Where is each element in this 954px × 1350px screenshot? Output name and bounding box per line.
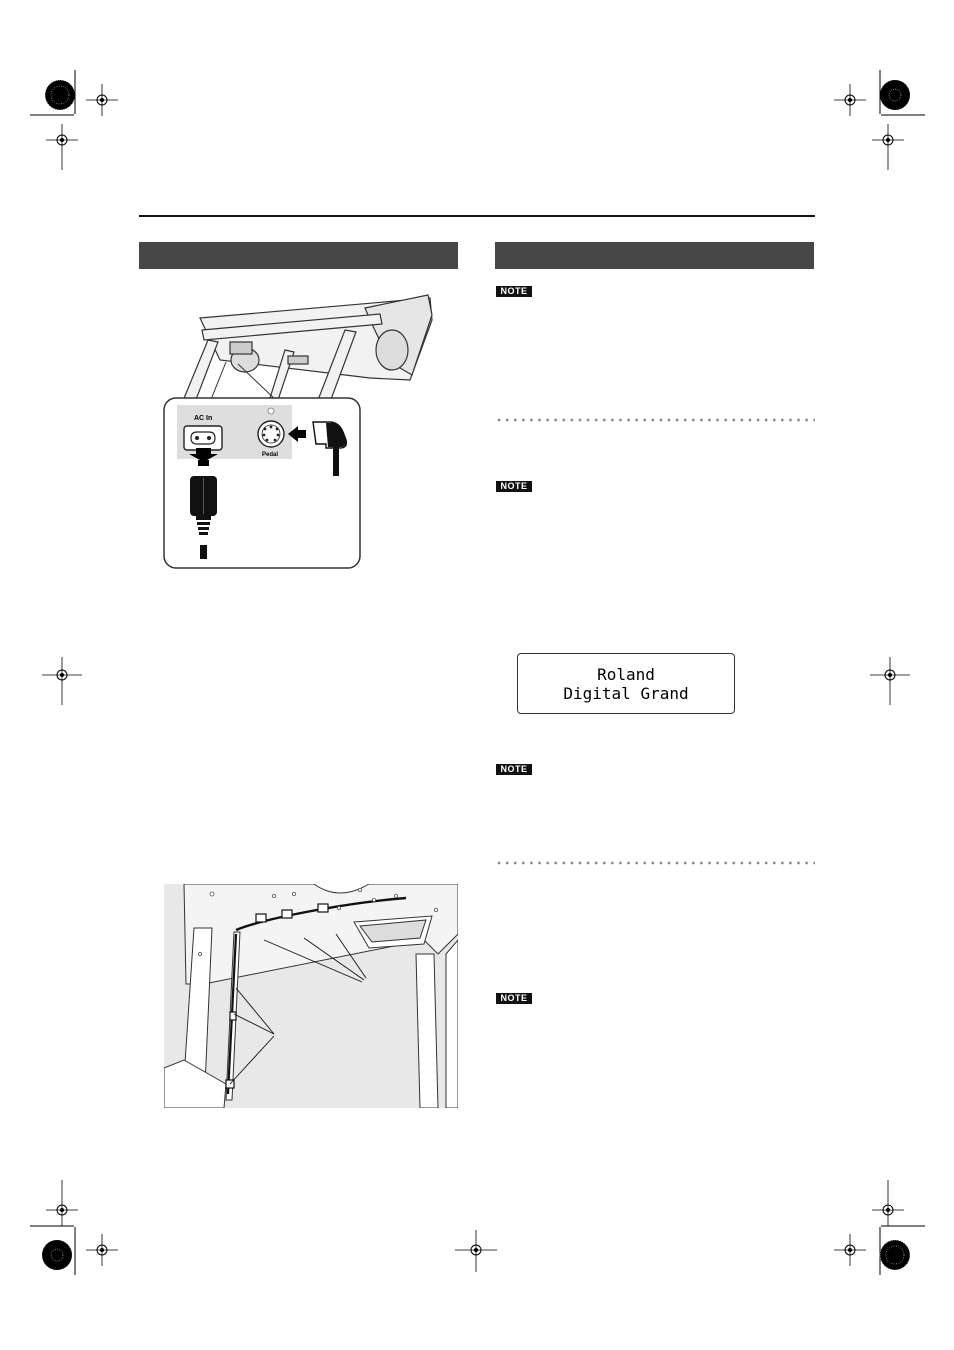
section-bar-left: [139, 242, 458, 269]
registration-mark-bottom-right: [815, 1175, 925, 1285]
cable-clamp-illustration: [164, 884, 458, 1108]
crosshair-icon: [46, 1180, 78, 1226]
crosshair-icon: [872, 124, 904, 170]
crosshair-icon: [455, 1230, 497, 1272]
section-bar-right: [495, 242, 814, 269]
lcd-display: [517, 653, 735, 714]
registration-mark-bottom-left: [30, 1175, 140, 1285]
pedal-label: Pedal: [262, 452, 279, 458]
starburst-icon: [880, 1240, 910, 1270]
note-badge: NOTE: [496, 993, 532, 1004]
registration-mark-top-left: [30, 70, 140, 180]
ac-in-label: AC In: [194, 415, 213, 422]
starburst-icon: [880, 80, 910, 110]
registration-crosshair-bottom-center: [455, 1230, 500, 1275]
registration-crosshair-left: [40, 655, 85, 705]
lcd-line-1: Roland: [597, 665, 655, 684]
starburst-icon: [42, 1240, 72, 1270]
crosshair-icon: [870, 657, 910, 705]
dotted-separator: [495, 418, 815, 422]
crosshair-icon: [42, 657, 82, 705]
crosshair-icon: [46, 124, 78, 170]
starburst-icon: [45, 80, 75, 110]
crosshair-icon: [834, 1234, 866, 1266]
connection-illustration: [160, 290, 445, 575]
note-badge: NOTE: [496, 481, 532, 492]
crosshair-icon: [872, 1180, 904, 1226]
crosshair-icon: [834, 84, 866, 116]
ac-inlet: [184, 426, 222, 450]
registration-mark-top-right: [815, 70, 925, 180]
note-badge: NOTE: [496, 286, 532, 297]
note-badge: NOTE: [496, 764, 532, 775]
piano-underside: [180, 295, 432, 410]
crosshair-icon: [86, 1234, 118, 1266]
registration-crosshair-right: [868, 655, 913, 705]
header-rule: [139, 215, 815, 217]
crosshair-icon: [86, 84, 118, 116]
lcd-line-2: Digital Grand: [563, 684, 689, 703]
dotted-separator: [495, 861, 815, 865]
